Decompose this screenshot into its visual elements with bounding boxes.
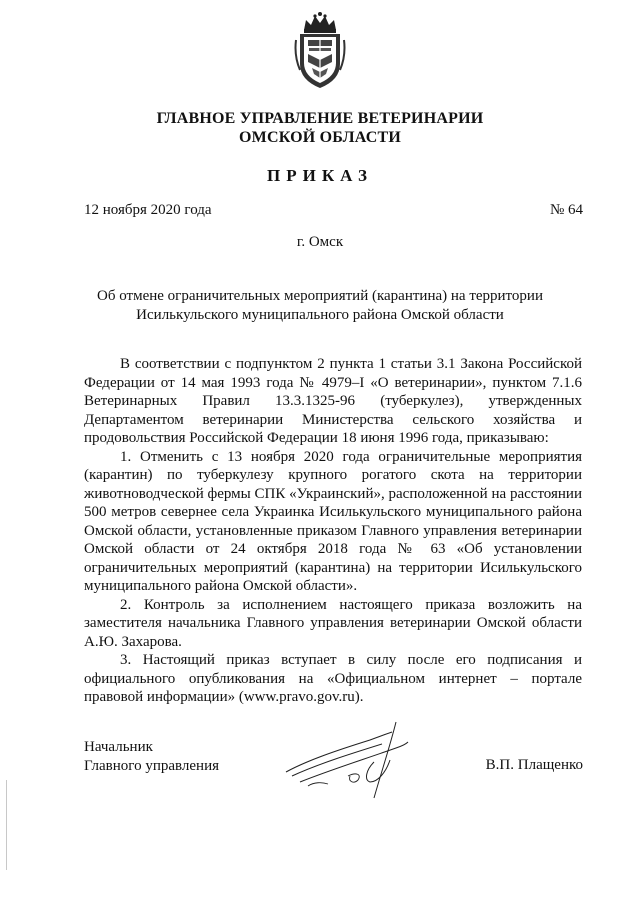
- signatory-title: [84, 738, 219, 776]
- signatory-title-line-1: Начальник: [84, 739, 153, 755]
- subject-line-2: Исилькульского муниципального района Омской области: [136, 307, 504, 323]
- document-body: [84, 355, 582, 707]
- subject-line-1: Об отмене ограничительных мероприятий (карантина) на территории: [97, 288, 543, 304]
- signatory-title-line-2: Главного управления: [84, 758, 219, 774]
- body-paragraph-item-1: 1. Отменить с 13 ноября 2020 года ограничительные мероприятия (карантин) по туберкулезу крупного рогатого скота на территории животноводческой фермы СПК «Украинский», расположенной на расстоянии 500 метров севернее села Украинка Исилькульского муниципального района Омской области, установленные приказом Главного управления ветеринарии Омской области от 24 октября 2018 года № 63 «Об установлении ограничительных мероприятий (карантина) на территории Исилькульского муниципального района Омской области».: [84, 448, 582, 594]
- coat-of-arms-icon: [294, 10, 346, 92]
- handwritten-signature-icon: [278, 716, 418, 802]
- body-paragraph-preamble: В соответствии с подпунктом 2 пункта 1 статьи 3.1 Закона Российской Федерации от 14 мая 1993 года № 4979–I «О ветеринарии», пунктом 7.1.6 Ветеринарных Правил 13.3.1325-96 (туберкулез), утвержденных Департаментом ветеринарии Министерства сельского хозяйства и продовольствия Российской Федерации 18 июня 1996 года, приказываю:: [84, 356, 582, 446]
- organization-name-line-2: ОМСКОЙ ОБЛАСТИ: [239, 129, 401, 146]
- scan-edge-line: [6, 780, 7, 870]
- body-paragraph-item-3: 3. Настоящий приказ вступает в силу после его подписания и официального опубликования на «Официальном интернет – портале правовой информации» (www.pravo.gov.ru).: [84, 652, 582, 705]
- document-type-title: ПРИКАЗ: [267, 166, 373, 185]
- organization-name-line-1: ГЛАВНОЕ УПРАВЛЕНИЕ ВЕТЕРИНАРИИ: [156, 110, 484, 127]
- document-subject: [0, 287, 640, 325]
- document-city: г. Омск: [296, 234, 344, 250]
- document-number: № 64: [549, 202, 583, 218]
- document-date: 12 ноября 2020 года: [84, 202, 212, 218]
- signatory-name: В.П. Плащенко: [485, 757, 583, 773]
- body-paragraph-item-2: 2. Контроль за исполнением настоящего приказа возложить на заместителя начальника Главного управления ветеринарии Омской области А.Ю. Захарова.: [84, 596, 582, 650]
